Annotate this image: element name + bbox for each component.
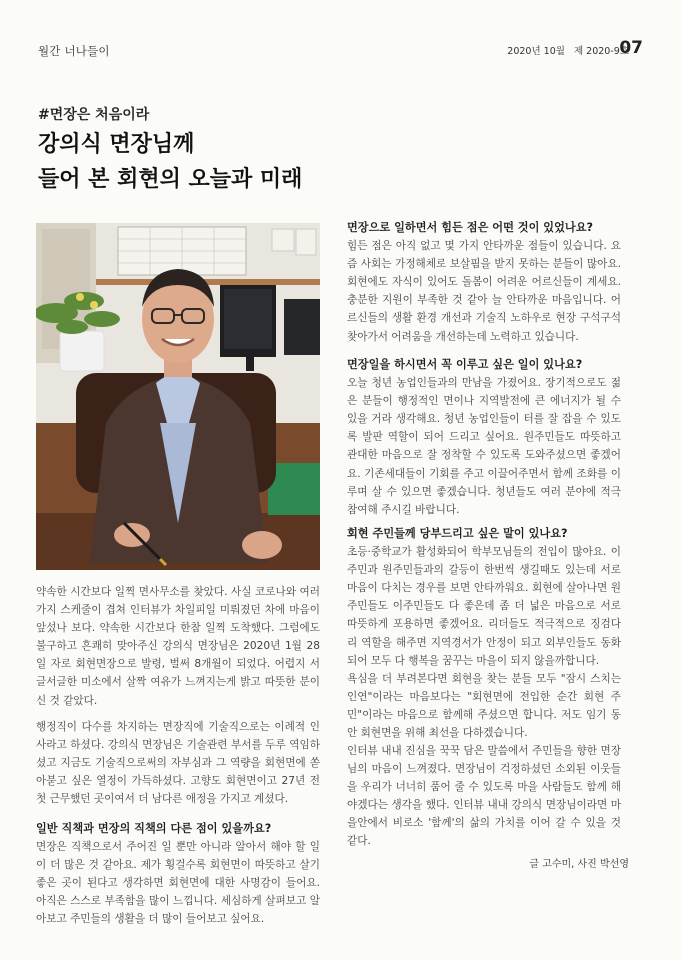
issue-date: 2020년 10월 (507, 46, 565, 57)
answer-3: 오늘 청년 농업인들과의 만남을 가졌어요. 장기적으로도 젊은 분들이 행정적인 면이나 지역발전에 큰 에너지가 될 수 있을 거라 생각해요. 청년 농업인들이 터를 잘 잡을 수 있도록 발판 역할이 되어 드리고 싶어요. 원주민들도 따뜻하고 관대한 마음으로 잘 정착할 수 있도록 도와주셨으면 좋겠어요. 기존세대들이 기회를 주고 이끌어주면서 함께 조화를 이루며 살 수 있으면 좋겠습니다. 청년들도 여러 분야에 적극 참여해 주시길 바랍니다. (347, 377, 621, 516)
answer-4: 초등·중학교가 활성화되어 학부모님들의 전입이 많아요. 이주민과 원주민들과의 갈등이 한번씩 생길때도 있는데 서로 마음이 다치는 경우를 보면 안타까워요. 회현에 살아나면 원주민들도 이주민들도 다 좋은데 좀 더 넓은 마음으로 서로 따뜻하게 포용하면 좋겠어요. 리더들도 적극적으로 징검다리 역할을 해주면 지역경서가 안정이 되고 외부인들도 동화되어 모두 다 행복을 꿈꾸는 마을이 되지 않을까합니다. (347, 546, 621, 667)
article-intro: 약속한 시간보다 일찍 면사무소를 찾았다. 사실 코로나와 여러 가지 스케줄이 겹쳐 인터뷰가 차일피일 미뤄졌던 차에 마음이 앞섰나 보다. 약속한 시간보다 한참 일찍 도착했다. 그럼에도 불구하고 흔쾌히 맞아주신 강의식 면장님은 2020년 1월 28일 자로 회현면장으로 발령, 벌써 8개월이 되었다. 어렵지 서글서글한 미소에서 살짝 여유가 느껴지는게 밝고 따뜻한 분이 신 것 같았다. (36, 586, 320, 707)
question-2: 면장으로 일하면서 힘든 점은 어떤 것이 있었나요? (347, 221, 594, 234)
issue-number: 제 2020-9호 (573, 46, 629, 57)
page-number: 07 (619, 38, 643, 58)
article-credit: 글 고수미, 사진 박선영 (529, 859, 629, 870)
magazine-name: 월간 너나들이 (38, 44, 110, 58)
answer-4-continued: 욕심을 더 부려본다면 회현을 찾는 분들 모두 "잠시 스치는 인연"이라는 마음보다는 "회현면에 전입한 순간 회현 주민"이라는 마음으로 함께해 주셨으면 합니다. 저도 임기 동안 회현면을 위해 최선을 다하겠습니다. (347, 672, 621, 740)
answer-2: 힘든 점은 아직 없고 몇 가지 안타까운 점들이 있습니다. 요즘 사회는 가정해체로 보살핌을 받지 못하는 분들이 많아요. 회현에도 자식이 있어도 돌봄이 어려운 어르신들이 계세요. 충분한 지원이 부족한 것 같아 늘 안타까운 마음입니다. 어르신들의 생활 환경 개선과 기술직 노하우로 현장 구석구석 찾아가서 어려움을 개선하는데 노력하고 있습니다. (347, 240, 621, 343)
question-1: 일반 직책과 면장의 직책의 다른 점이 있을까요? (36, 822, 272, 835)
article-title-line2: 들어 본 회현의 오늘과 미래 (38, 167, 303, 192)
issue-info (501, 43, 629, 57)
article-closing: 인터뷰 내내 진심을 꾹꾹 담은 말씀에서 주민들을 향한 면장님의 마음이 느껴졌다. 면장님이 걱정하셨던 소외된 이웃들을 우리가 너너히 품어 줄 수 있도록 마을 사람들도 함께 해야겠다는 생각을 했다. 인터뷰 내내 강의식 면장님이라면 마을안에서 비로소 '함께'의 삶의 가치를 이어 갈 수 있을 것 같다. (347, 745, 621, 848)
article-tag: #면장은 처음이라 (38, 107, 150, 123)
article-title-line1: 강의식 면장님께 (38, 132, 195, 157)
question-4: 회현 주민들께 당부드리고 싶은 말이 있나요? (347, 527, 568, 540)
answer-1: 면장은 직책으로서 주어진 일 뿐만 아니라 알아서 해야 할 일이 더 많은 것 같아요. 제가 횡걸수록 회현면이 따뜻하고 살기 좋은 곳이 된다고 생각하면 회현면에 대한 사명감이 들어요. 아직은 스스로 부족함을 많이 느낍니다. 세심하게 살펴보고 알아보고 주민들의 생활을 더 많이 들어보고 싶어요. (36, 841, 320, 926)
interview-photo (36, 223, 320, 570)
question-3: 면장일을 하시면서 꼭 이루고 싶은 일이 있나요? (347, 358, 583, 371)
article-paragraph-2: 행정직이 다수를 차지하는 면장직에 기술직으로는 이례적 인사라고 하셨다. 강의식 면장님은 기술관련 부서를 두루 역임하셨고 지금도 기술직으로써의 자부심과 그 역량을 회현면에 쏟아붇고 싶은 열정이 가득하셨다. 고향도 회현면이고 27년 전 첫 근무했던 곳이여서 더 남다른 애정을 가지고 계셨다. (36, 721, 320, 806)
